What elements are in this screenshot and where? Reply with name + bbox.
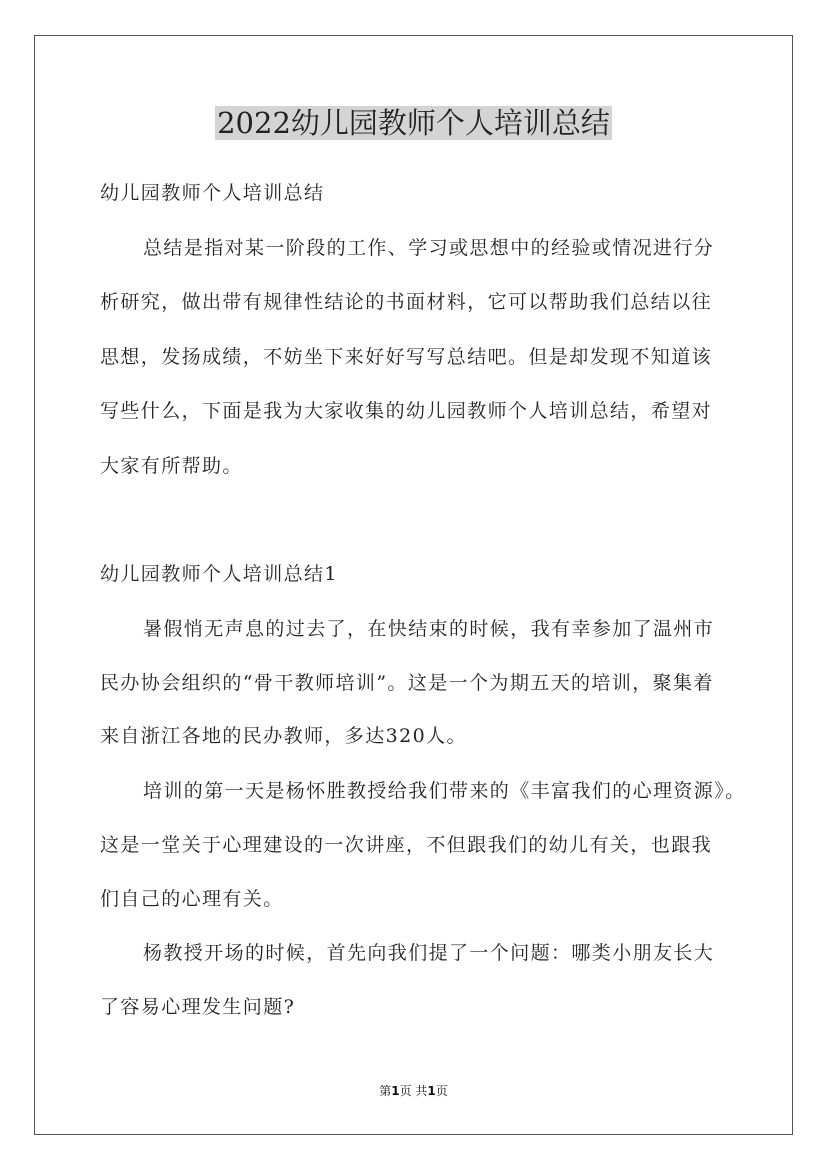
paragraph-line: 这是一堂关于心理建设的一次讲座，不但跟我们的幼儿有关，也跟我 xyxy=(100,834,713,856)
total-pages: 1 xyxy=(427,1084,436,1098)
page-prefix: 第 xyxy=(379,1084,392,1098)
paragraph-line: 暑假悄无声息的过去了，在快结束的时候，我有幸参加了温州市 xyxy=(143,618,715,640)
paragraph-line: 了容易心理发生问题? xyxy=(100,996,296,1018)
section-heading: 幼儿园教师个人培训总结1 xyxy=(100,563,338,585)
paragraph-line: 杨教授开场的时候，首先向我们提了一个问题：哪类小朋友长大 xyxy=(143,942,715,964)
page-footer xyxy=(0,1083,827,1099)
section-heading: 幼儿园教师个人培训总结 xyxy=(100,182,325,204)
page-suffix: 页 共 xyxy=(399,1084,428,1098)
paragraph-line: 来自浙江各地的民办教师，多达320人。 xyxy=(100,725,467,747)
paragraph-line: 民办协会组织的“骨干教师培训”。这是一个为期五天的培训，聚集着 xyxy=(100,672,714,694)
total-suffix: 页 xyxy=(435,1084,448,1098)
intro-line: 析研究，做出带有规律性结论的书面材料，它可以帮助我们总结以往 xyxy=(100,291,713,313)
intro-line: 总结是指对某一阶段的工作、学习或思想中的经验或情况进行分 xyxy=(143,237,715,259)
document-title xyxy=(0,103,827,143)
paragraph-line: 培训的第一天是杨怀胜教授给我们带来的《丰富我们的心理资源》。 xyxy=(143,780,746,802)
intro-line: 大家有所帮助。 xyxy=(100,455,243,477)
intro-line: 写些什么，下面是我为大家收集的幼儿园教师个人培训总结，希望对 xyxy=(100,400,713,422)
paragraph-line: 们自己的心理有关。 xyxy=(100,888,284,910)
page-number: 1 xyxy=(391,1084,400,1098)
document-title-text: 2022幼儿园教师个人培训总结 xyxy=(217,106,610,140)
intro-line: 思想，发扬成绩，不妨坐下来好好写写总结吧。但是却发现不知道该 xyxy=(100,346,713,368)
